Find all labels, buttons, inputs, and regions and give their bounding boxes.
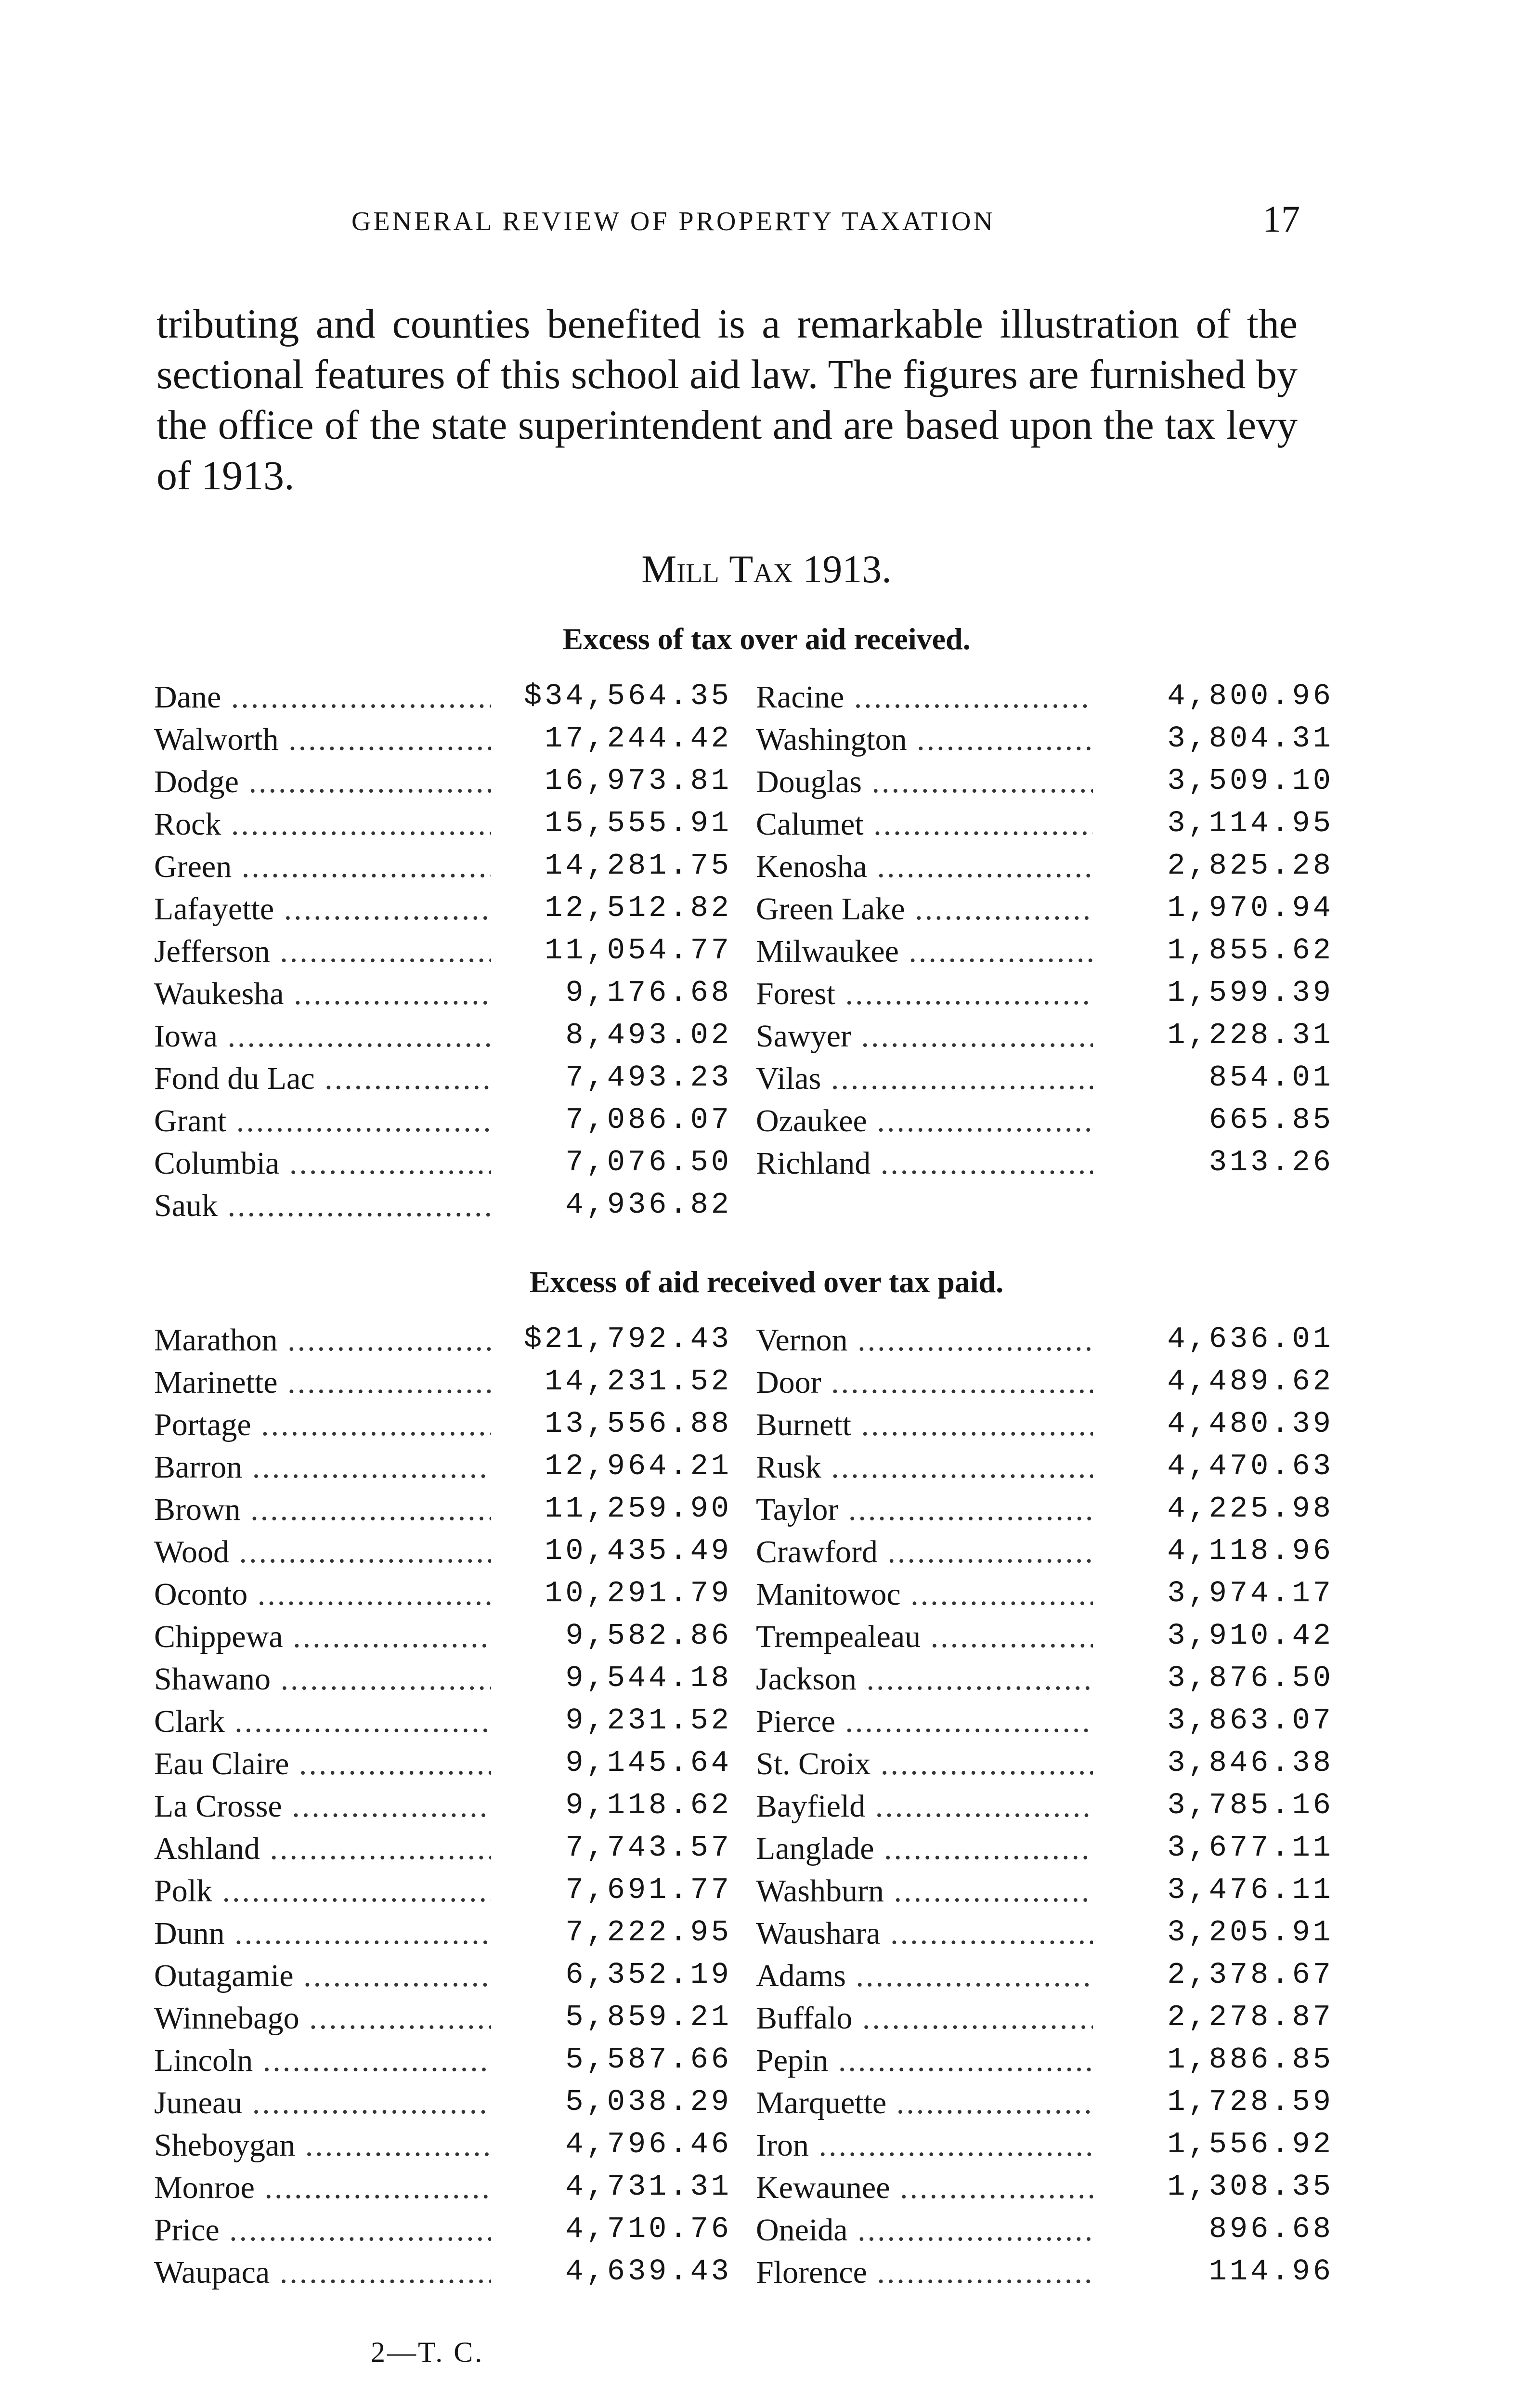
table-row — [154, 1449, 732, 1492]
amount: 1,855.62 — [1167, 933, 1334, 968]
amount: 2,378.67 — [1167, 1958, 1334, 1992]
amount: 1,599.39 — [1167, 976, 1334, 1010]
county-name: Oconto ..... — [154, 1576, 491, 1613]
county-name: Sawyer ..... — [756, 1018, 1093, 1055]
county-name: Oneida ..... — [756, 2212, 1093, 2249]
table-row — [756, 1576, 1334, 1619]
county-name: Walworth ..... — [154, 721, 491, 758]
table1-title: Excess of tax over aid received. — [562, 622, 971, 656]
table-row — [756, 1915, 1334, 1958]
table2-title: Excess of aid received over tax paid. — [529, 1265, 1004, 1299]
table2-right-column — [756, 1322, 1334, 2297]
table-row — [154, 1188, 732, 1230]
amount: 3,785.16 — [1167, 1788, 1334, 1822]
table-row — [154, 1492, 732, 1534]
section-title — [0, 547, 1533, 592]
amount: 1,556.92 — [1167, 2127, 1334, 2161]
amount: 313.26 — [1208, 1145, 1334, 1179]
amount: 2,825.28 — [1167, 849, 1334, 883]
county-name: Shawano ..... — [154, 1661, 491, 1698]
table-row — [756, 1703, 1334, 1746]
amount: 4,639.43 — [565, 2254, 732, 2289]
amount: 3,804.31 — [1167, 721, 1334, 756]
table-row — [756, 2212, 1334, 2254]
table-row — [756, 1534, 1334, 1576]
intro-paragraph: tributing and counties benefited is a remarkable illustration of the sectional features of this school aid law. The figures are furnished by the office of the state superintendent and are based upon the tax levy of 1913. — [156, 301, 1298, 498]
table-row — [154, 2170, 732, 2212]
table-row — [154, 976, 732, 1018]
table-row — [154, 1873, 732, 1915]
county-name: Barron ..... — [154, 1449, 491, 1486]
county-name: Grant ..... — [154, 1103, 491, 1139]
amount: 3,114.95 — [1167, 806, 1334, 840]
amount: 6,352.19 — [565, 1958, 732, 1992]
amount: 114.96 — [1208, 2254, 1334, 2289]
table-row — [154, 2085, 732, 2127]
amount: 5,587.66 — [565, 2042, 732, 2077]
table-row — [756, 1449, 1334, 1492]
table-row — [756, 1145, 1334, 1188]
amount: 3,863.07 — [1167, 1703, 1334, 1738]
amount: 8,493.02 — [565, 1018, 732, 1052]
table-row — [756, 1619, 1334, 1661]
table-row — [756, 721, 1334, 764]
county-name: Milwaukee ..... — [756, 933, 1093, 970]
county-name: Forest ..... — [756, 976, 1093, 1012]
table-row — [154, 679, 732, 721]
county-name: Sheboygan ..... — [154, 2127, 491, 2164]
county-name: Columbia ..... — [154, 1145, 491, 1182]
county-name: Dunn ..... — [154, 1915, 491, 1952]
table-row — [154, 1831, 732, 1873]
amount: 3,846.38 — [1167, 1746, 1334, 1780]
county-name: Price ..... — [154, 2212, 491, 2249]
amount: 7,076.50 — [565, 1145, 732, 1179]
amount: 13,556.88 — [545, 1407, 732, 1441]
amount: 3,974.17 — [1167, 1576, 1334, 1610]
running-title: GENERAL REVIEW OF PROPERTY TAXATION — [351, 207, 995, 236]
county-name: Green ..... — [154, 849, 491, 885]
amount: 16,973.81 — [545, 764, 732, 798]
county-name: Waushara ..... — [756, 1915, 1093, 1952]
table-row — [756, 1492, 1334, 1534]
county-name: Polk ..... — [154, 1873, 491, 1910]
amount: 9,582.86 — [565, 1619, 732, 1653]
county-name: Fond du Lac ..... — [154, 1060, 491, 1097]
county-name: Vilas ..... — [756, 1060, 1093, 1097]
table-row — [154, 1788, 732, 1831]
county-name: Marquette ..... — [756, 2085, 1093, 2121]
amount: 665.85 — [1208, 1103, 1334, 1137]
county-name: Winnebago ..... — [154, 2000, 491, 2037]
table-row — [756, 891, 1334, 933]
table-row — [756, 2000, 1334, 2042]
table-row — [154, 1145, 732, 1188]
amount: 854.01 — [1208, 1060, 1334, 1095]
county-name: Brown ..... — [154, 1492, 491, 1528]
table-row — [154, 1407, 732, 1449]
amount: 7,222.95 — [565, 1915, 732, 1950]
amount: $21,792.43 — [523, 1322, 732, 1356]
table-row — [154, 1060, 732, 1103]
table-row — [154, 1746, 732, 1788]
amount: 3,509.10 — [1167, 764, 1334, 798]
amount: 3,476.11 — [1167, 1873, 1334, 1907]
table-row — [756, 1661, 1334, 1703]
table-row — [756, 2254, 1334, 2297]
table-row — [756, 806, 1334, 849]
amount: 15,555.91 — [545, 806, 732, 840]
county-name: Portage ..... — [154, 1407, 491, 1443]
county-name: Pepin ..... — [756, 2042, 1093, 2079]
amount: 4,731.31 — [565, 2170, 732, 2204]
county-name: Jefferson ..... — [154, 933, 491, 970]
amount: 4,118.96 — [1167, 1534, 1334, 1568]
amount: 10,291.79 — [545, 1576, 732, 1610]
table-row — [756, 2127, 1334, 2170]
county-name: Florence ..... — [756, 2254, 1093, 2291]
amount: 7,743.57 — [565, 1831, 732, 1865]
county-name: Monroe ..... — [154, 2170, 491, 2206]
county-name: Bayfield ..... — [756, 1788, 1093, 1825]
county-name: Rusk ..... — [756, 1449, 1093, 1486]
amount: 3,876.50 — [1167, 1661, 1334, 1695]
county-name: Dane ..... — [154, 679, 491, 716]
amount: 7,086.07 — [565, 1103, 732, 1137]
county-name: Burnett ..... — [756, 1407, 1093, 1443]
table-row — [154, 2000, 732, 2042]
amount: 14,281.75 — [545, 849, 732, 883]
county-name: Green Lake ..... — [756, 891, 1093, 928]
table-row — [756, 1746, 1334, 1788]
table-row — [756, 764, 1334, 806]
table-row — [756, 849, 1334, 891]
amount: 17,244.42 — [545, 721, 732, 756]
county-name: Manitowoc ..... — [756, 1576, 1093, 1613]
county-name: Adams ..... — [756, 1958, 1093, 1994]
county-name: Marinette ..... — [154, 1364, 491, 1401]
county-name: Douglas ..... — [756, 764, 1093, 800]
amount: $34,564.35 — [523, 679, 732, 713]
table-row — [154, 1534, 732, 1576]
table-row — [756, 2042, 1334, 2085]
amount: 4,710.76 — [565, 2212, 732, 2246]
amount: 4,225.98 — [1167, 1492, 1334, 1526]
amount: 1,886.85 — [1167, 2042, 1334, 2077]
county-name: Wood ..... — [154, 1534, 491, 1570]
amount: 1,728.59 — [1167, 2085, 1334, 2119]
title-tax: Tax — [729, 547, 793, 591]
amount: 12,512.82 — [545, 891, 732, 925]
amount: 9,176.68 — [565, 976, 732, 1010]
table-row — [154, 1103, 732, 1145]
amount: 5,038.29 — [565, 2085, 732, 2119]
table-row — [154, 1703, 732, 1746]
table-row — [756, 1018, 1334, 1060]
table-row — [154, 933, 732, 976]
county-name: Buffalo ..... — [756, 2000, 1093, 2037]
county-name: Iron ..... — [756, 2127, 1093, 2164]
title-year: 1913. — [803, 547, 892, 591]
table-row — [154, 2042, 732, 2085]
table-row — [154, 1915, 732, 1958]
table-row — [756, 2085, 1334, 2127]
amount: 1,228.31 — [1167, 1018, 1334, 1052]
county-name: Clark ..... — [154, 1703, 491, 1740]
county-name: Rock ..... — [154, 806, 491, 843]
page-number: 17 — [1262, 198, 1300, 240]
amount: 9,544.18 — [565, 1661, 732, 1695]
table-row — [154, 2254, 732, 2297]
table-row — [154, 2212, 732, 2254]
amount: 7,493.23 — [565, 1060, 732, 1095]
county-name: Ozaukee ..... — [756, 1103, 1093, 1139]
amount: 9,118.62 — [565, 1788, 732, 1822]
county-name: Iowa ..... — [154, 1018, 491, 1055]
table-row — [756, 2170, 1334, 2212]
county-name: Washburn ..... — [756, 1873, 1093, 1910]
amount: 7,691.77 — [565, 1873, 732, 1907]
county-name: La Crosse ..... — [154, 1788, 491, 1825]
table-row — [154, 721, 732, 764]
county-name: Eau Claire ..... — [154, 1746, 491, 1782]
county-name: Crawford ..... — [756, 1534, 1093, 1570]
table-row — [756, 1364, 1334, 1407]
footer-signature: 2—T. C. — [371, 2336, 484, 2368]
amount: 4,480.39 — [1167, 1407, 1334, 1441]
table-row — [756, 1322, 1334, 1364]
county-name: Kenosha ..... — [756, 849, 1093, 885]
amount: 4,489.62 — [1167, 1364, 1334, 1399]
title-mill: Mill — [641, 547, 719, 591]
amount: 5,859.21 — [565, 2000, 732, 2034]
amount: 4,470.63 — [1167, 1449, 1334, 1483]
amount: 3,677.11 — [1167, 1831, 1334, 1865]
county-name: Waukesha ..... — [154, 976, 491, 1012]
running-head — [154, 197, 1300, 246]
amount: 14,231.52 — [545, 1364, 732, 1399]
county-name: Pierce ..... — [756, 1703, 1093, 1740]
county-name: Lincoln ..... — [154, 2042, 491, 2079]
table-row — [154, 891, 732, 933]
amount: 9,231.52 — [565, 1703, 732, 1738]
county-name: Dodge ..... — [154, 764, 491, 800]
table1-left-column — [154, 679, 732, 1230]
table-row — [154, 764, 732, 806]
amount: 12,964.21 — [545, 1449, 732, 1483]
table-row — [756, 1060, 1334, 1103]
county-name: Jackson ..... — [756, 1661, 1093, 1698]
table-row — [154, 1322, 732, 1364]
county-name: Outagamie ..... — [154, 1958, 491, 1994]
county-name: Vernon ..... — [756, 1322, 1093, 1359]
amount: 4,800.96 — [1167, 679, 1334, 713]
county-name: Ashland ..... — [154, 1831, 491, 1867]
table-row — [154, 806, 732, 849]
amount: 9,145.64 — [565, 1746, 732, 1780]
county-name: Juneau ..... — [154, 2085, 491, 2121]
county-name: Racine ..... — [756, 679, 1093, 716]
county-name: Richland ..... — [756, 1145, 1093, 1182]
county-name: Washington ..... — [756, 721, 1093, 758]
table-row — [154, 849, 732, 891]
amount: 4,936.82 — [565, 1188, 732, 1222]
amount: 10,435.49 — [545, 1534, 732, 1568]
table-row — [154, 1018, 732, 1060]
county-name: Langlade ..... — [756, 1831, 1093, 1867]
table-row — [154, 1576, 732, 1619]
table-row — [756, 679, 1334, 721]
table1-right-column — [756, 679, 1334, 1188]
table-row — [756, 1873, 1334, 1915]
amount: 4,636.01 — [1167, 1322, 1334, 1356]
county-name: Lafayette ..... — [154, 891, 491, 928]
table-row — [756, 933, 1334, 976]
table-row — [154, 1364, 732, 1407]
amount: 1,308.35 — [1167, 2170, 1334, 2204]
county-name: Calumet ..... — [756, 806, 1093, 843]
amount: 2,278.87 — [1167, 2000, 1334, 2034]
amount: 11,054.77 — [545, 933, 732, 968]
table-row — [756, 1407, 1334, 1449]
table-row — [756, 976, 1334, 1018]
amount: 1,970.94 — [1167, 891, 1334, 925]
county-name: Trempealeau ..... — [756, 1619, 1093, 1655]
amount: 3,205.91 — [1167, 1915, 1334, 1950]
table2-left-column — [154, 1322, 732, 2297]
table-row — [756, 1831, 1334, 1873]
county-name: Door ..... — [756, 1364, 1093, 1401]
amount: 3,910.42 — [1167, 1619, 1334, 1653]
table-row — [154, 1619, 732, 1661]
county-name: Kewaunee ..... — [756, 2170, 1093, 2206]
county-name: Waupaca ..... — [154, 2254, 491, 2291]
table-row — [756, 1788, 1334, 1831]
table-row — [756, 1958, 1334, 2000]
amount: 11,259.90 — [545, 1492, 732, 1526]
table-row — [154, 1661, 732, 1703]
county-name: Chippewa ..... — [154, 1619, 491, 1655]
county-name: Sauk ..... — [154, 1188, 491, 1224]
county-name: St. Croix ..... — [756, 1746, 1093, 1782]
table-row — [154, 1958, 732, 2000]
county-name: Marathon ..... — [154, 1322, 491, 1359]
amount: 896.68 — [1208, 2212, 1334, 2246]
table-row — [154, 2127, 732, 2170]
county-name: Taylor ..... — [756, 1492, 1093, 1528]
table-row — [756, 1103, 1334, 1145]
amount: 4,796.46 — [565, 2127, 732, 2161]
